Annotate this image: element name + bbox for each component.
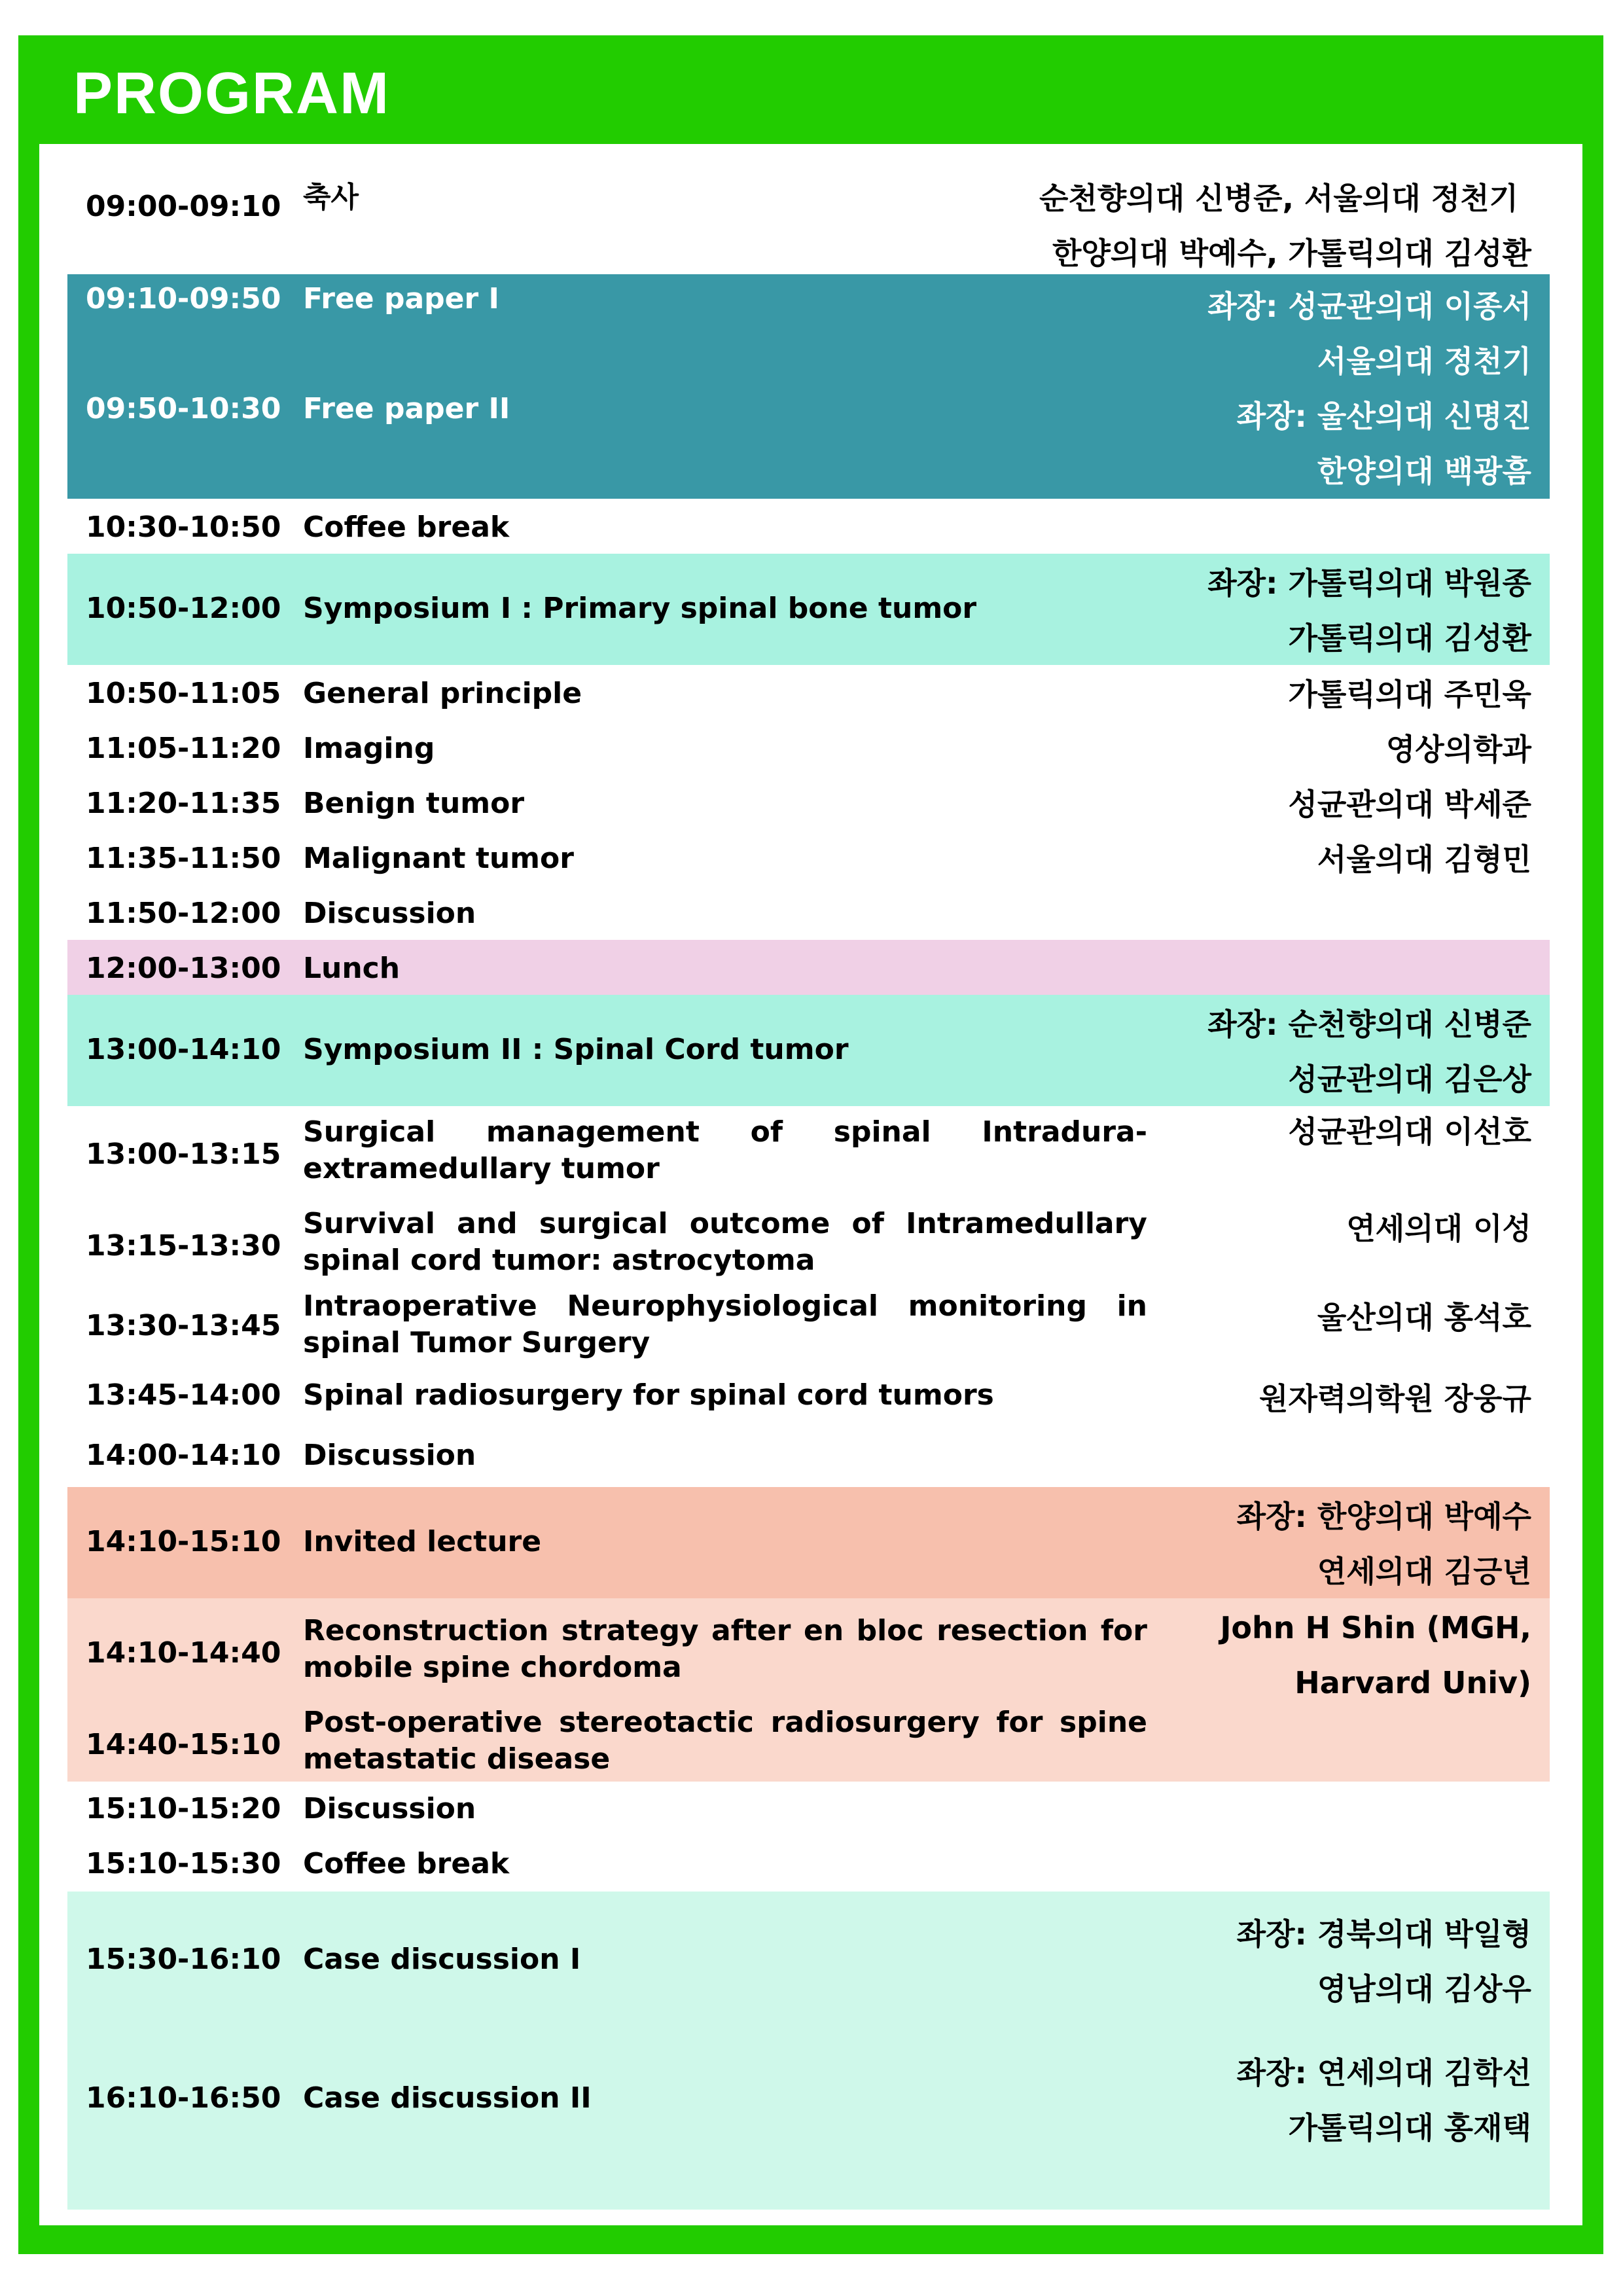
row-title: Discussion <box>303 897 476 930</box>
row-time: 15:30-16:10 <box>86 1943 281 1976</box>
row-title: Coffee break <box>303 511 510 544</box>
row-coffee-break <box>67 499 1550 554</box>
row-time: 15:10-15:20 <box>86 1792 281 1825</box>
row-time: 14:10-15:10 <box>86 1525 281 1558</box>
row-chair: 좌장: 경북의대 박일형 <box>1236 1916 1531 1952</box>
row-speaker: 순천향의대 신병준, 서울의대 정천기 <box>1039 181 1518 216</box>
row-time: 10:50-12:00 <box>86 592 281 625</box>
invited-lecture-header <box>67 1487 1550 1598</box>
row-speaker: 원자력의학원 장웅규 <box>1259 1381 1531 1416</box>
row-title: Lunch <box>303 952 401 985</box>
row-time: 12:00-13:00 <box>86 952 281 985</box>
row-time: 14:00-14:10 <box>86 1439 281 1472</box>
row-speaker: Harvard Univ) <box>1294 1665 1531 1700</box>
row-speaker: 울산의대 홍석호 <box>1317 1300 1531 1335</box>
row-lunch <box>67 940 1550 995</box>
row-title: Benign tumor <box>303 787 525 820</box>
row-speaker: 서울의대 김형민 <box>1317 842 1531 877</box>
row-chair: 영남의대 김상우 <box>1317 1971 1531 2007</box>
row-time: 13:15-13:30 <box>86 1229 281 1263</box>
table-row <box>67 720 1550 775</box>
symposium-2-header <box>67 995 1550 1106</box>
row-chair: 성균관의대 김은상 <box>1288 1062 1531 1097</box>
row-time: 16:10-16:50 <box>86 2081 281 2115</box>
symposium-1-header <box>67 554 1550 665</box>
row-title: Case discussion I <box>303 1943 581 1976</box>
row-time: 13:30-13:45 <box>86 1309 281 1342</box>
row-time: 13:45-14:00 <box>86 1378 281 1412</box>
row-coffee-break <box>67 1837 1550 1892</box>
row-speaker: John H Shin (MGH, <box>1220 1610 1531 1645</box>
table-row <box>67 1369 1550 1429</box>
row-title: Intraoperative Neurophysiological monitoring in spinal Tumor Surgery <box>303 1289 1147 1359</box>
row-title: Discussion <box>303 1792 476 1825</box>
row-title: Imaging <box>303 732 435 765</box>
free-paper-block <box>67 274 1550 499</box>
row-time: 10:30-10:50 <box>86 511 281 544</box>
row-speaker: 한양의대 박예수, 가톨릭의대 김성환 <box>1052 236 1531 271</box>
row-title: Case discussion II <box>303 2081 592 2115</box>
row-title: Post-operative stereotactic radiosurgery for spine metastatic disease <box>303 1706 1147 1776</box>
row-title: Free paper II <box>303 392 510 425</box>
table-row <box>67 1429 1550 1487</box>
row-title: Reconstruction strategy after en bloc resection for mobile spine chordoma <box>303 1614 1147 1684</box>
row-chair: 좌장: 울산의대 신명진 <box>1236 399 1531 434</box>
row-title: Surgical management of spinal Intradura-extramedullary tumor <box>303 1115 1147 1185</box>
row-chair: 가톨릭의대 김성환 <box>1288 620 1531 656</box>
table-row <box>67 1782 1550 1837</box>
row-chair: 좌장: 성균관의대 이종서 <box>1207 289 1531 324</box>
page-title: PROGRAM <box>73 61 390 126</box>
row-chair: 좌장: 연세의대 김학선 <box>1236 2055 1531 2090</box>
row-time: 09:50-10:30 <box>86 392 281 425</box>
row-speaker: 가톨릭의대 주민욱 <box>1288 677 1531 712</box>
row-time: 09:00-09:10 <box>86 190 281 223</box>
table-row <box>67 885 1550 940</box>
row-chair: 연세의대 김긍년 <box>1317 1554 1531 1589</box>
table-row <box>67 1106 1550 1198</box>
row-title: Free paper I <box>303 282 499 315</box>
row-chair: 서울의대 정천기 <box>1317 344 1531 379</box>
row-time: 11:20-11:35 <box>86 787 281 820</box>
row-title: Invited lecture <box>303 1525 542 1558</box>
case-discussion-block <box>67 1892 1550 2210</box>
row-chair: 좌장: 한양의대 박예수 <box>1236 1499 1531 1534</box>
row-time: 11:05-11:20 <box>86 732 281 765</box>
table-row <box>67 830 1550 885</box>
row-title: Discussion <box>303 1439 476 1472</box>
row-title: Symposium I : Primary spinal bone tumor <box>303 592 977 625</box>
row-title: Symposium II : Spinal Cord tumor <box>303 1033 849 1066</box>
row-title: Coffee break <box>303 1847 510 1880</box>
row-time: 11:50-12:00 <box>86 897 281 930</box>
row-time: 14:40-15:10 <box>86 1728 281 1761</box>
table-row <box>67 1288 1550 1369</box>
row-chair: 좌장: 가톨릭의대 박원종 <box>1207 565 1531 601</box>
row-time: 13:00-14:10 <box>86 1033 281 1066</box>
row-speaker: 영상의학과 <box>1385 732 1531 767</box>
invited-lecture-talks <box>67 1598 1550 1782</box>
table-row <box>67 1198 1550 1288</box>
table-row <box>67 665 1550 720</box>
table-row <box>67 775 1550 830</box>
row-title: General principle <box>303 677 582 710</box>
row-speaker: 연세의대 이성 <box>1346 1211 1531 1246</box>
row-opening <box>67 144 1550 274</box>
row-time: 15:10-15:30 <box>86 1847 281 1880</box>
row-chair: 한양의대 백광흠 <box>1317 454 1531 489</box>
row-time: 13:00-13:15 <box>86 1138 281 1171</box>
row-speaker: 성균관의대 이선호 <box>1288 1114 1531 1149</box>
row-title: 축사 <box>303 181 359 214</box>
row-chair: 좌장: 순천향의대 신병준 <box>1207 1007 1531 1042</box>
row-time: 09:10-09:50 <box>86 282 281 315</box>
program-panel <box>39 144 1582 2225</box>
row-time: 11:35-11:50 <box>86 842 281 875</box>
row-title: Spinal radiosurgery for spinal cord tumors <box>303 1378 994 1412</box>
row-time: 14:10-14:40 <box>86 1636 281 1670</box>
row-title: Survival and surgical outcome of Intramedullary spinal cord tumor: astrocytoma <box>303 1207 1147 1277</box>
row-speaker: 성균관의대 박세준 <box>1288 787 1531 822</box>
row-time: 10:50-11:05 <box>86 677 281 710</box>
row-title: Malignant tumor <box>303 842 574 875</box>
row-chair: 가톨릭의대 홍재택 <box>1288 2110 1531 2145</box>
program-frame <box>18 35 1603 2254</box>
